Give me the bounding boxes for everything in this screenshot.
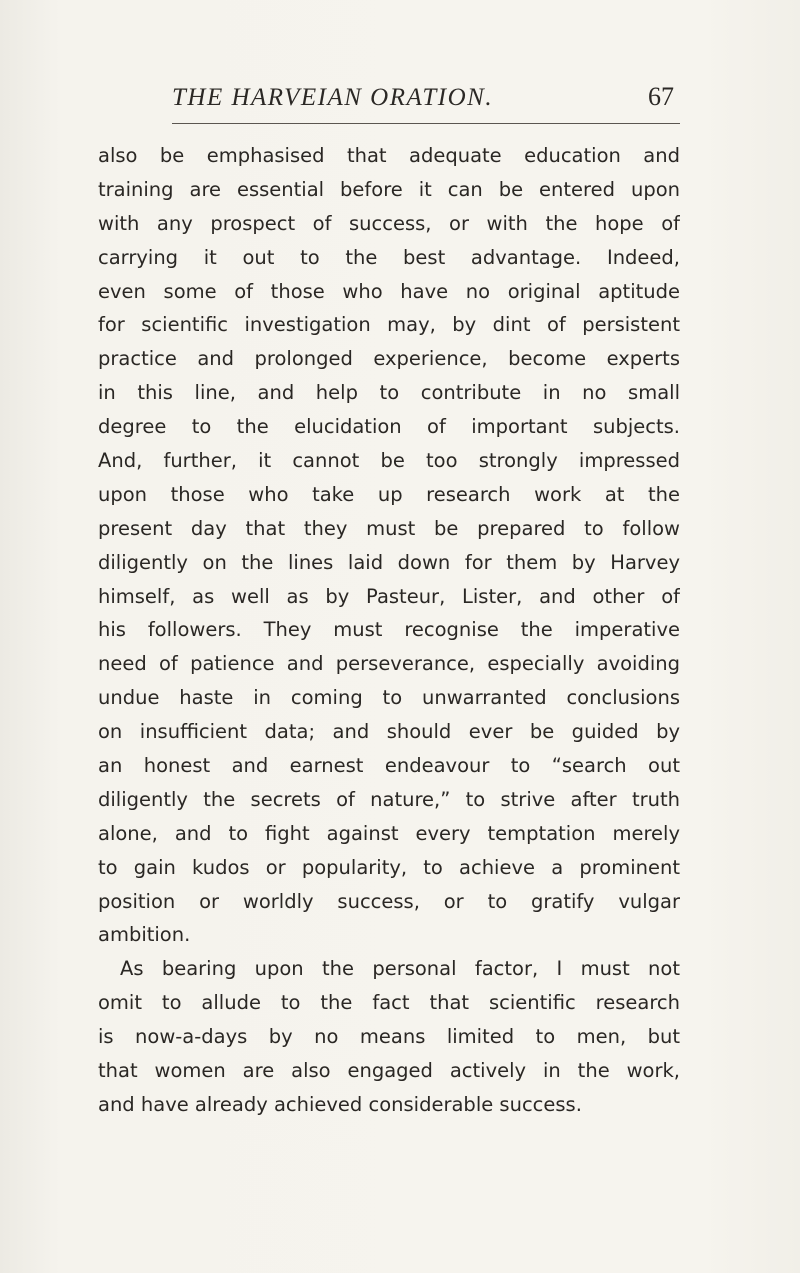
header-rule	[172, 123, 680, 124]
text-line: And, further, it cannot be too strongly impressed	[98, 449, 680, 473]
text-line: upon those who take up research work at the	[98, 482, 680, 506]
text-line: present day that they must be prepared to follow	[98, 516, 680, 540]
text-line: undue haste in coming to unwarranted conclusions	[98, 686, 680, 710]
text-line: need of patience and perseverance, especially avoiding	[98, 652, 680, 676]
page-number: 67	[648, 82, 674, 111]
text-line: practice and prolonged experience, become experts	[98, 347, 680, 371]
text-line: to gain kudos or popularity, to achieve a prominent	[98, 855, 680, 879]
text-line: position or worldly success, or to gratify vulgar	[98, 889, 680, 913]
running-title: THE HARVEIAN ORATION.	[172, 84, 494, 111]
text-line: omit to allude to the fact that scientific research	[98, 991, 680, 1015]
body-text	[98, 139, 680, 1122]
text-line: with any prospect of success, or with the hope of	[98, 211, 680, 235]
text-line: for scientific investigation may, by dint of persistent	[98, 313, 680, 337]
text-line: on insufficient data; and should ever be guided by	[98, 720, 680, 744]
text-line: degree to the elucidation of important subjects.	[98, 415, 680, 439]
text-line: an honest and earnest endeavour to “search out	[98, 754, 680, 778]
page-header	[0, 78, 800, 118]
text-line: in this line, and help to contribute in no small	[98, 381, 680, 405]
text-line: alone, and to fight against every temptation merely	[98, 821, 680, 845]
text-line: is now-a-days by no means limited to men, but	[98, 1025, 680, 1049]
text-line: even some of those who have no original aptitude	[98, 279, 680, 303]
text-line: also be emphasised that adequate education and	[98, 144, 680, 167]
text-line: diligently on the lines laid down for them by Harvey	[98, 550, 680, 574]
text-line: diligently the secrets of nature,” to strive after truth	[98, 787, 680, 811]
text-line-paragraph-end: and have already achieved considerable success.	[98, 1092, 582, 1116]
text-line: that women are also engaged actively in the work,	[98, 1059, 680, 1083]
text-line: training are essential before it can be entered upon	[98, 177, 680, 201]
text-line: his followers. They must recognise the imperative	[98, 618, 680, 642]
text-line-paragraph-end: ambition.	[98, 923, 191, 947]
text-line-paragraph-start: As bearing upon the personal factor, I must not	[120, 957, 680, 981]
text-line: carrying it out to the best advantage. Indeed,	[98, 245, 680, 269]
text-line: himself, as well as by Pasteur, Lister, and other of	[98, 584, 680, 608]
